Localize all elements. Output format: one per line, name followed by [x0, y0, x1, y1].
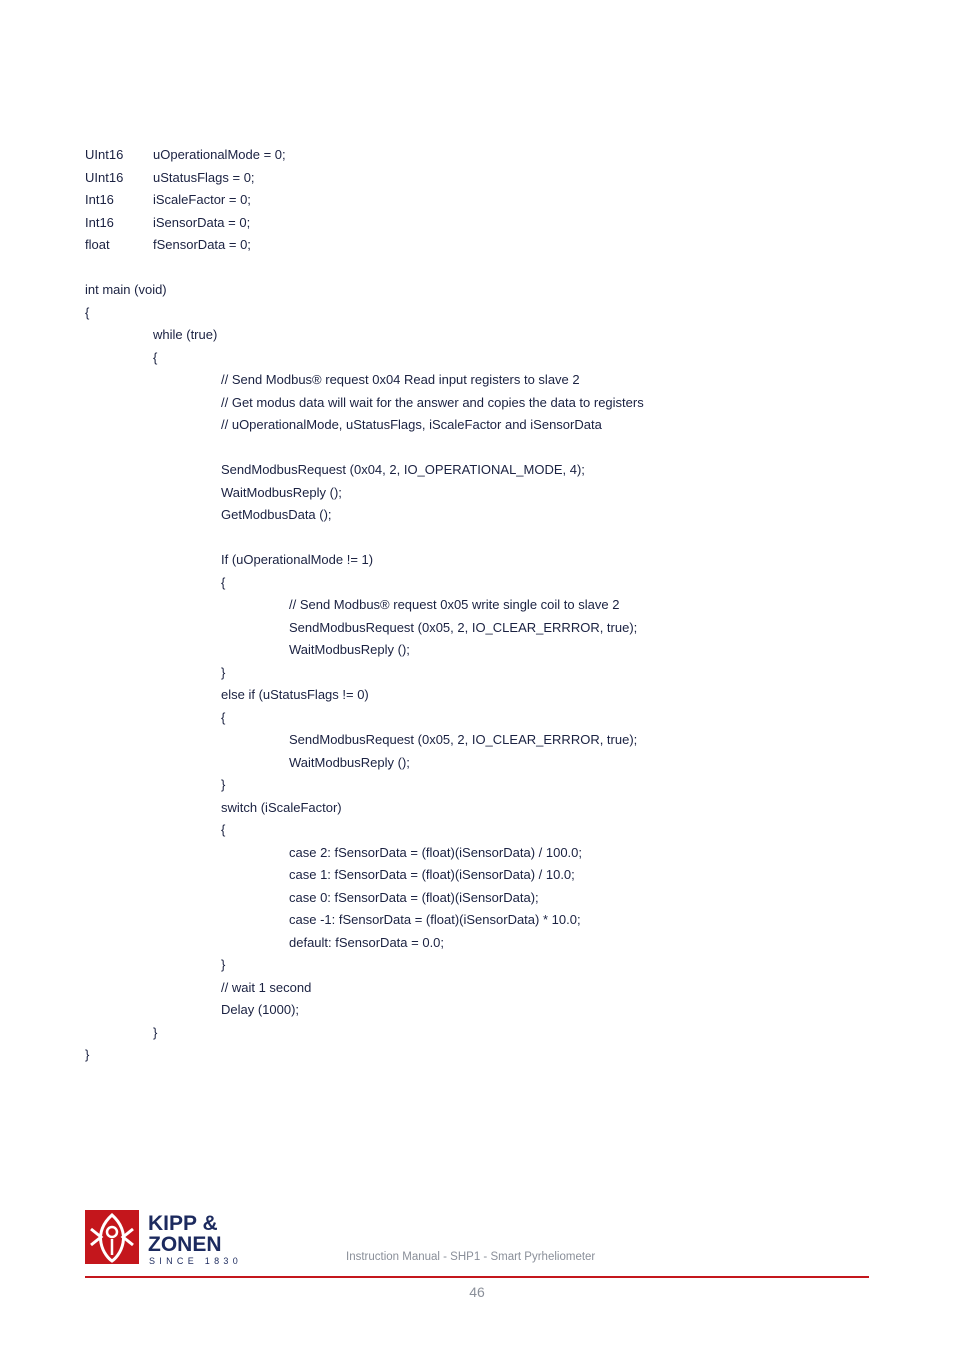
- declaration-name: iScaleFactor = 0;: [153, 192, 251, 207]
- code-line: // Send Modbus® request 0x04 Read input registers to slave 2: [221, 372, 580, 387]
- code-line: SendModbusRequest (0x04, 2, IO_OPERATIONAL_MODE, 4);: [221, 462, 585, 477]
- declaration-row: [85, 213, 685, 233]
- logo-text-since: SINCE 1830: [149, 1256, 243, 1266]
- page-number: 46: [469, 1284, 485, 1300]
- code-line: Delay (1000);: [221, 1002, 300, 1017]
- code-line: }: [153, 1024, 158, 1040]
- code-line: {: [153, 349, 158, 365]
- code-line: else if (uStatusFlags != 0): [221, 687, 369, 702]
- declaration-row: [85, 190, 685, 210]
- declaration-name: fSensorData = 0;: [153, 237, 251, 252]
- code-line: case 2: fSensorData = (float)(iSensorData) / 100.0;: [289, 844, 583, 860]
- code-line: WaitModbusReply ();: [289, 754, 410, 770]
- code-line: case -1: fSensorData = (float)(iSensorData) * 10.0;: [289, 912, 581, 927]
- code-line: case 0: fSensorData = (float)(iSensorData);: [289, 889, 539, 905]
- code-line: GetModbusData ();: [221, 507, 332, 522]
- declaration-type: float: [85, 237, 110, 252]
- code-line: // uOperationalMode, uStatusFlags, iScaleFactor and iSensorData: [221, 417, 602, 432]
- logo-text-line2: ZONEN: [148, 1233, 222, 1256]
- declaration-name: iSensorData = 0;: [153, 214, 251, 230]
- code-line: WaitModbusReply ();: [289, 642, 410, 657]
- code-line: switch (iScaleFactor): [221, 799, 342, 815]
- code-line: // wait 1 second: [221, 979, 312, 995]
- declaration-row: [85, 145, 685, 165]
- footer-document-title: Instruction Manual - SHP1 - Smart Pyrheliometer: [346, 1251, 596, 1263]
- code-line: }: [221, 777, 226, 792]
- logo-text-line1: KIPP &: [148, 1212, 218, 1235]
- code-line: // Get modus data will wait for the answer and copies the data to registers: [221, 394, 644, 410]
- code-line: {: [221, 709, 226, 725]
- declaration-name: uOperationalMode = 0;: [153, 147, 286, 162]
- kipp-zonen-logo: [85, 1209, 270, 1267]
- code-line: default: fSensorData = 0.0;: [289, 934, 445, 950]
- code-line: {: [85, 304, 90, 320]
- declaration-type: Int16: [85, 192, 114, 207]
- declaration-name: uStatusFlags = 0;: [153, 169, 255, 185]
- declaration-type: Int16: [85, 214, 114, 230]
- code-line: // Send Modbus® request 0x05 write single coil to slave 2: [289, 597, 620, 612]
- declaration-type: UInt16: [85, 169, 124, 185]
- code-line: {: [221, 822, 226, 837]
- code-line: If (uOperationalMode != 1): [221, 552, 374, 567]
- code-line: }: [221, 957, 226, 972]
- code-line: SendModbusRequest (0x05, 2, IO_CLEAR_ERRROR, true);: [289, 619, 638, 635]
- code-line: {: [221, 574, 226, 590]
- code-line: while (true): [153, 327, 218, 342]
- code-line: case 1: fSensorData = (float)(iSensorData) / 10.0;: [289, 867, 575, 882]
- code-line: WaitModbusReply ();: [221, 484, 342, 500]
- code-line: }: [221, 664, 226, 680]
- code-line: }: [85, 1047, 90, 1062]
- code-line: int main (void): [85, 282, 167, 297]
- declaration-row: [85, 235, 685, 255]
- declaration-row: [85, 168, 685, 188]
- footer-divider: [85, 1276, 869, 1278]
- declaration-type: UInt16: [85, 147, 124, 162]
- code-line: SendModbusRequest (0x05, 2, IO_CLEAR_ERRROR, true);: [289, 732, 638, 747]
